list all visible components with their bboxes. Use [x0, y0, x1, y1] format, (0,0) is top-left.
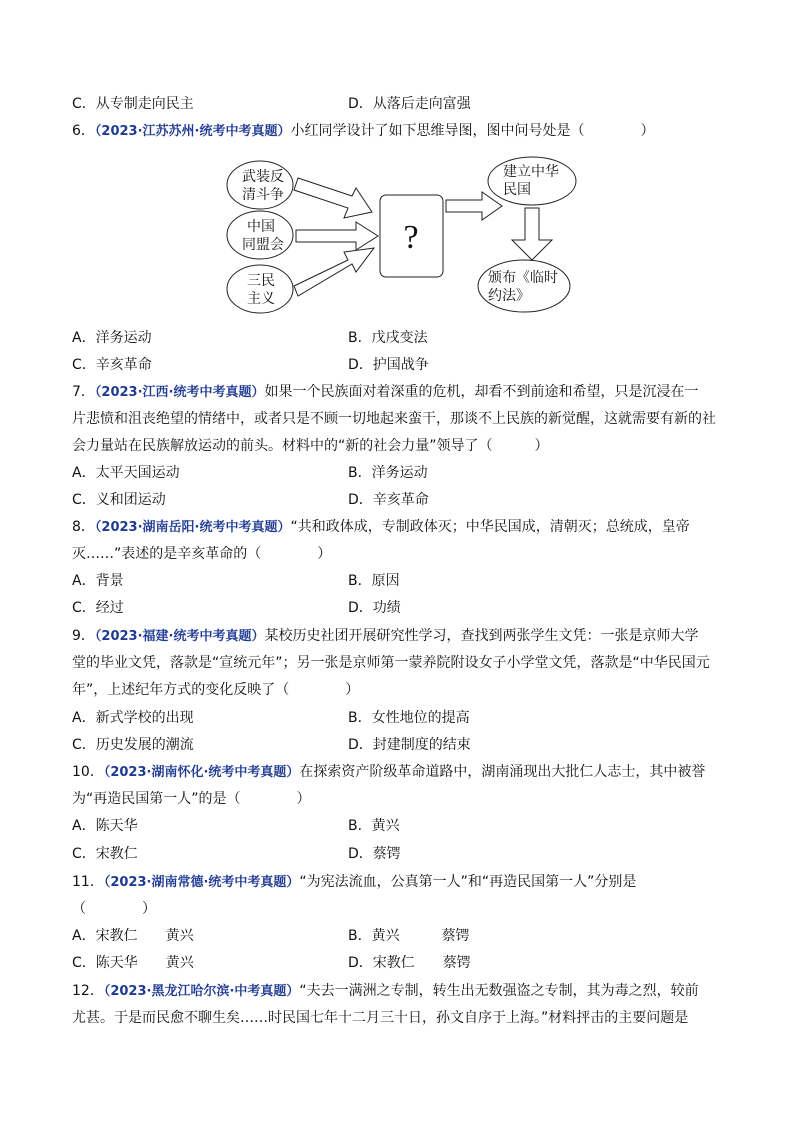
right-node-top-line2: 民国 [503, 182, 531, 198]
left-node-3 [227, 265, 293, 313]
left-node-1-line2: 清斗争 [242, 187, 284, 203]
question-text: 年”，上述纪年方式的变化反映了（ ） [72, 682, 360, 698]
question-source: （2023·湖南怀化·统考中考真题） [103, 765, 300, 780]
left-node-2 [227, 211, 293, 259]
option-c: C．义和团运动 [72, 492, 166, 508]
option-b: B．戊戌变法 [348, 330, 428, 346]
question-text: 如果一个民族面对着深重的危机，却看不到前途和希望，只是沉浸在一 [264, 384, 699, 400]
option-b: B．黄兴 蔡锷 [348, 928, 470, 944]
left-node-1-line1: 武装反 [242, 169, 284, 185]
right-node-bottom-line2: 约法》 [488, 288, 530, 304]
option-d: D．蔡锷 [348, 846, 401, 862]
arrow-2 [296, 222, 378, 250]
option-d: D．功绩 [348, 600, 401, 616]
arrow-3 [294, 248, 374, 296]
right-node-top [488, 157, 576, 205]
question-source: （2023·黑龙江哈尔滨·中考真题） [103, 984, 300, 999]
option-c: C．经过 [72, 600, 124, 616]
question-7 [72, 382, 698, 403]
option-c: C．历史发展的潮流 [72, 737, 194, 753]
question-number: 12． [72, 983, 104, 999]
option-a: A．宋教仁 黄兴 [72, 928, 194, 944]
arrow-1 [294, 178, 372, 218]
arrow-5 [512, 208, 552, 260]
question-11 [72, 872, 636, 893]
option-b: B．洋务运动 [348, 465, 428, 481]
question-9 [72, 626, 698, 647]
question-number: 7． [72, 384, 95, 400]
question-text: “共和政体成，专制政体灭；中华民国成，清朝灭；总统成，皇帝 [290, 519, 690, 535]
question-text: 灭……”表述的是辛亥革命的（ ） [72, 546, 332, 562]
question-text: 为“再造民国第一人”的是（ ） [72, 791, 311, 807]
option-d: D．辛亥革命 [348, 492, 429, 508]
center-question-box [380, 195, 443, 277]
right-node-top-line1: 建立中华 [503, 164, 559, 180]
question-number: 9． [72, 628, 95, 644]
question-10 [72, 762, 705, 783]
left-node-3-line1: 三民 [247, 273, 275, 289]
option-d: D．从落后走向富强 [348, 96, 471, 112]
question-source: （2023·江苏苏州·统考中考真题） [94, 124, 291, 139]
arrow-4 [446, 192, 502, 220]
option-a: A．陈天华 [72, 818, 138, 834]
left-node-2-line1: 中国 [247, 219, 275, 235]
question-text: （ ） [72, 901, 156, 917]
option-c: C．宋教仁 [72, 846, 138, 862]
option-d: D．护国战争 [348, 357, 429, 373]
option-a: A．背景 [72, 573, 124, 589]
option-d: D．封建制度的结束 [348, 737, 471, 753]
question-12 [72, 981, 699, 1002]
question-text: 堂的毕业文凭，落款是“宣统元年”；另一张是京师第一蒙养院附设女子小学堂文凭，落款是“中华民国元 [72, 655, 710, 671]
question-text: 尤甚。于是而民愈不聊生矣……时民国七年十二月三十日，孙文自序于上海。”材料抨击的主要问题是 [72, 1010, 689, 1026]
option-a: A．新式学校的出现 [72, 710, 194, 726]
option-b: B．女性地位的提高 [348, 710, 470, 726]
option-c: C．辛亥革命 [72, 357, 152, 373]
question-8 [72, 517, 690, 538]
left-node-1 [227, 161, 293, 209]
option-b: B．黄兴 [348, 818, 400, 834]
question-source: （2023·湖南常德·统考中考真题） [103, 875, 300, 890]
right-node-bottom-line1: 颁布《临时 [488, 270, 558, 286]
option-a: A．洋务运动 [72, 330, 152, 346]
question-number: 6． [72, 123, 95, 139]
question-source: （2023·江西·统考中考真题） [94, 385, 265, 400]
question-number: 11． [72, 874, 104, 890]
question-text: 在探索资产阶级革命道路中，湖南涌现出大批仁人志士，其中被誉 [299, 764, 706, 780]
question-number: 8． [72, 519, 95, 535]
question-6 [72, 121, 654, 142]
option-c: C．陈天华 黄兴 [72, 955, 194, 971]
question-text: 片悲愤和沮丧绝望的情绪中，或者只是不顾一切地起来蛮干，那谈不上民族的新觉醒，这就需要有新的社 [72, 411, 716, 427]
option-b: B．原因 [348, 573, 400, 589]
question-text: 某校历史社团开展研究性学习，查找到两张学生文凭：一张是京师大学 [264, 628, 699, 644]
mind-map-diagram [220, 148, 580, 318]
question-number: 10． [72, 764, 104, 780]
left-node-2-line2: 同盟会 [242, 237, 284, 253]
option-a: A．太平天国运动 [72, 465, 180, 481]
question-text: 小红同学设计了如下思维导图，图中问号处是（ ） [290, 123, 655, 139]
question-source: （2023·福建·统考中考真题） [94, 629, 265, 644]
right-node-bottom [478, 260, 570, 312]
question-mark: ? [403, 219, 419, 256]
question-text: “夫去一满洲之专制，转生出无数强盗之专制，其为毒之烈，较前 [299, 983, 699, 999]
question-source: （2023·湖南岳阳·统考中考真题） [94, 520, 291, 535]
option-d: D．宋教仁 蔡锷 [348, 955, 471, 971]
question-text: “为宪法流血，公真第一人”和“再造民国第一人”分别是 [299, 874, 637, 890]
left-node-3-line2: 主义 [247, 291, 275, 307]
option-c: C．从专制走向民主 [72, 96, 194, 112]
question-text: 会力量站在民族解放运动的前头。材料中的“新的社会力量”领导了（ ） [72, 438, 549, 454]
